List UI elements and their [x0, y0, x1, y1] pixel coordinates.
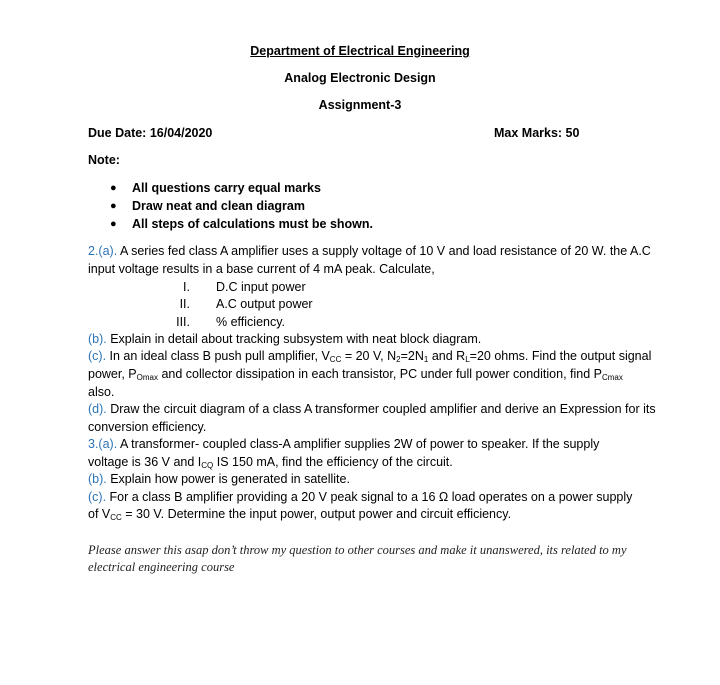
q3a-text: A transformer- coupled class-A amplifier supplies 2W of power to speaker. If the supply	[117, 437, 600, 451]
q3a-line1	[88, 437, 599, 451]
q3c-label: (c).	[88, 490, 107, 504]
department-title: Department of Electrical Engineering	[250, 44, 470, 58]
request-note-line2: electrical engineering course	[88, 560, 235, 574]
q3c-text: For a class B amplifier providing a 20 V peak signal to a 16 Ω load operates on a power supply	[106, 490, 633, 504]
q2d-line1	[88, 402, 656, 416]
q2a-label: 2.(a).	[88, 244, 118, 258]
bullet-icon: ●	[110, 218, 117, 230]
roman-numeral: III.	[176, 315, 190, 329]
bullet-icon: ●	[110, 200, 117, 212]
q2d-label: (d).	[88, 402, 107, 416]
q3b-line	[88, 472, 350, 486]
note-item: Draw neat and clean diagram	[132, 199, 305, 213]
q2a-item: % efficiency.	[216, 315, 286, 329]
q2a-line2: input voltage results in a base current of 4 mA peak. Calculate,	[88, 262, 435, 276]
q3a-label: 3.(a).	[88, 437, 118, 451]
q2d-line2: conversion efficiency.	[88, 420, 207, 434]
roman-numeral: II.	[179, 297, 190, 311]
q3c-line2: of $V_{CC} = 30$ V. Determine the input power, output power and circuit efficiency.	[88, 507, 512, 522]
q2c-line1: (c). In an ideal class B push pull amplifier, $V_{CC} = 20$ V, $N_2=2N_1$ and $R_L=20$ ohms. Find the output signal	[88, 349, 652, 364]
q2a-line1	[88, 244, 651, 258]
q3b-label: (b).	[88, 472, 107, 486]
bullet-icon: ●	[110, 182, 117, 194]
q2a-item: D.C input power	[216, 280, 306, 294]
q3c-line1	[88, 490, 632, 504]
q3b-text: Explain how power is generated in satellite.	[106, 472, 350, 486]
assignment-title: Assignment-3	[318, 98, 402, 112]
note-item: All steps of calculations must be shown.	[132, 217, 374, 231]
q2c-line2: power, $P_{Omax}$ and collector dissipation in each transistor, PC under full power condition, find $P_{Cmax}$	[88, 367, 623, 382]
q2c-label: (c).	[88, 349, 107, 363]
q2b-text: Explain in detail about tracking subsystem with neat block diagram.	[106, 332, 482, 346]
q2c-line3: also.	[88, 385, 115, 399]
q2a-text: A series fed class A amplifier uses a supply voltage of 10 V and load resistance of 20 W. the A.C	[117, 244, 651, 258]
note-item: All questions carry equal marks	[132, 181, 321, 195]
note-label: Note:	[88, 153, 120, 167]
q2b-label: (b).	[88, 332, 107, 346]
roman-numeral: I.	[183, 280, 190, 294]
q3a-line2: voltage is 36 V and $I_{CQ}$ IS 150 mA, find the efficiency of the circuit.	[88, 455, 453, 470]
q2b-line	[88, 332, 481, 346]
request-note-line1: Please answer this asap don’t throw my question to other courses and make it unanswered, its related to my	[88, 543, 627, 557]
q2a-item: A.C output power	[216, 297, 313, 311]
course-title: Analog Electronic Design	[284, 71, 436, 85]
due-date: Due Date: 16/04/2020	[88, 126, 213, 140]
q2d-text: Draw the circuit diagram of a class A transformer coupled amplifier and derive an Expression for its	[106, 402, 656, 416]
max-marks: Max Marks: 50	[494, 126, 580, 140]
